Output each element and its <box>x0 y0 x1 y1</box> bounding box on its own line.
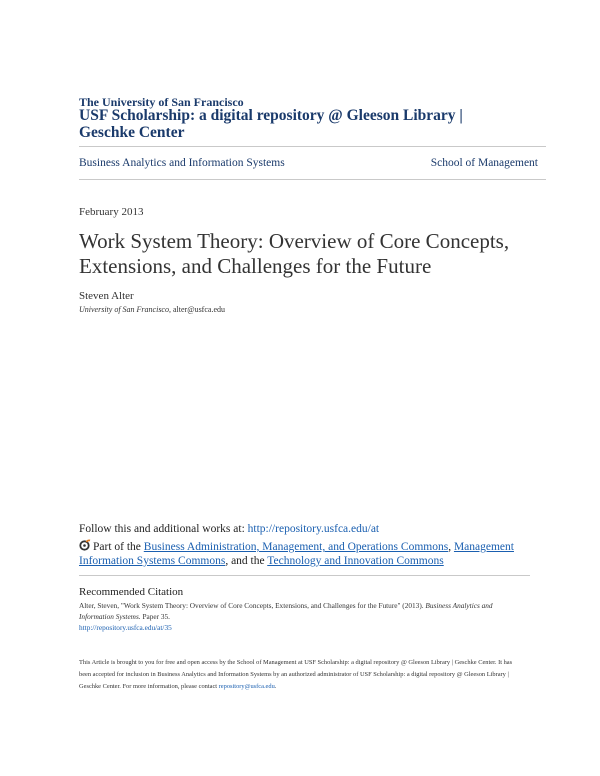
separator: , and the <box>225 555 268 567</box>
commons-link-business[interactable]: Business Administration, Management, and Operations Commons <box>143 541 449 553</box>
part-of-line <box>79 539 529 568</box>
contact-email-link[interactable]: repository@usfca.edu <box>218 683 275 690</box>
affiliation-name: University of San Francisco <box>79 305 169 314</box>
citation-block <box>79 600 529 633</box>
repository-title[interactable]: USF Scholarship: a digital repository @ Gleeson Library | Geschke Center <box>79 107 463 141</box>
school-link[interactable]: School of Management <box>430 157 538 169</box>
citation-text: Alter, Steven, "Work System Theory: Overview of Core Concepts, Extensions, and Challenges for the Future" (2013). <box>79 601 426 610</box>
part-of-prefix: Part of the <box>93 541 144 553</box>
header-divider <box>79 146 546 147</box>
article-title: Work System Theory: Overview of Core Concepts, Extensions, and Challenges for the Future <box>79 229 510 278</box>
publication-date: February 2013 <box>79 206 144 218</box>
citation-source: Business Analytics and Information Systems. <box>79 601 493 621</box>
notice-text: This Article is brought to you for free and open access by the School of Management at USF Scholarship: a digital repository @ Gleeson Library | Geschke Center. It has been accepted for inclusion in Business Analytics and Information Systems by an authorized administrator of USF Scholarship: a digital repository @ Gleeson Library | Geschke Center. For more information, please contact <box>79 659 513 690</box>
follow-line <box>79 523 379 535</box>
department-link[interactable]: Business Analytics and Information Systems <box>79 157 285 169</box>
notice-end: . <box>274 683 277 690</box>
follow-label: Follow this and additional works at: <box>79 523 248 535</box>
author-name: Steven Alter <box>79 290 134 302</box>
repository-link[interactable]: http://repository.usfca.edu/at <box>247 523 380 535</box>
citation-heading: Recommended Citation <box>79 586 184 598</box>
author-email: , alter@usfca.edu <box>168 305 225 314</box>
separator: , <box>448 541 454 553</box>
institution-name: The University of San Francisco <box>79 95 244 109</box>
citation-divider <box>79 575 530 576</box>
citation-link[interactable]: http://repository.usfca.edu/at/35 <box>79 623 172 632</box>
author-affiliation <box>79 305 225 314</box>
open-access-icon <box>79 539 91 551</box>
commons-link-technology[interactable]: Technology and Innovation Commons <box>267 555 444 567</box>
citation-paper: Paper 35. <box>140 612 171 621</box>
department-divider <box>79 179 546 180</box>
access-notice <box>79 657 524 693</box>
commons-link-mis[interactable]: Management Information Systems Commons <box>79 541 514 567</box>
